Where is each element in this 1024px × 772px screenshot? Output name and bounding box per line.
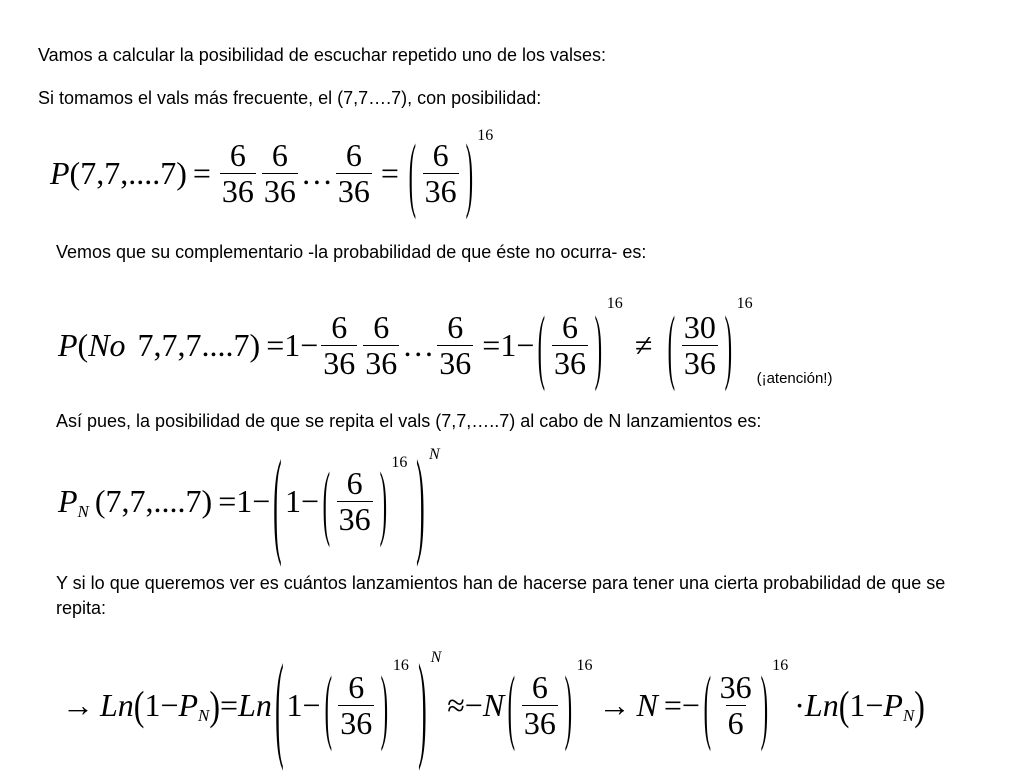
eq4-frac-b: $\frac{6}{36}$ — [523, 668, 556, 741]
eq3-exponent-16: 16 — [391, 454, 408, 471]
eq4-frac-a: $\frac{6}{36}$ — [340, 668, 373, 741]
eq3-outer-right-paren: ) — [416, 434, 425, 568]
eq1-equals: = — [192, 155, 211, 191]
intro-line: Vamos a calcular la posibilidad de escuchar repetido uno de los valses: — [38, 45, 606, 65]
eq2-right-paren-2: ) — [724, 298, 732, 392]
eq3-outer-left-paren: ( — [273, 434, 282, 568]
launches-question: Y si lo que queremos ver es cuántos lanzamientos han de hacerse para tener una cierta probabilidad de que se repita: — [56, 573, 946, 618]
complement-line: Vemos que su complementario -la probabilidad de que éste no ocurra- es: — [56, 242, 647, 262]
eq1-right-paren: ) — [465, 126, 473, 220]
eq3-P: P — [58, 483, 78, 519]
eq2-exponent-b: 16 — [736, 295, 753, 312]
frequent-vals-line: Si tomamos el vals más frecuente, el (7,7….7), con posibilidad: — [38, 88, 542, 108]
eq2-P: P — [58, 327, 78, 363]
eq2-left-paren: ( — [537, 298, 546, 392]
eq1-frac-b: $\frac{6}{36}$ — [263, 136, 296, 209]
eq4-arrow-1: → — [62, 687, 94, 723]
eq3-inner-right-paren: ) — [379, 454, 387, 548]
eq1-frac-c: $\frac{6}{36}$ — [337, 136, 370, 209]
eq1-frac-d: $\frac{6}{36}$ — [424, 136, 457, 209]
eq2-frac-d: $\frac{6}{36}$ — [554, 308, 587, 381]
eq2-exponent-a: 16 — [606, 295, 623, 312]
eq2-frac-c: $\frac{6}{36}$ — [439, 308, 472, 381]
eq1-left-paren: ( — [408, 126, 417, 220]
eq4-outer-right-paren: ) — [417, 638, 427, 772]
equation-3: P N (7,7,....7) = 1 − ( 1 − ( $\frac{6}{36}$ ) 16 ) N — [58, 434, 440, 568]
eq2-frac-b: $\frac{6}{36}$ — [365, 308, 398, 381]
eq2-right-paren: ) — [594, 298, 603, 392]
eq4-approx: ≈ — [447, 687, 465, 723]
eq3-exponent-N: N — [428, 446, 440, 463]
equation-4: → Ln ( 1 − P N ) = Ln ( 1 − ( $\frac{6}{36}$ ) 16 ) N ≈ − N ( $\frac{6}{36}$ ) 16 → N = − ( $\frac{36}{6}$ ) 16 · Ln ( 1 − P N ) — [62, 638, 925, 772]
eq4-frac-c: $\frac{36}{6}$ — [719, 668, 752, 741]
eq2-frac-e: $\frac{30}{36}$ — [683, 308, 716, 381]
eq1-dots: … — [300, 155, 333, 191]
eq1-arg: (7,7,....7) — [69, 155, 187, 191]
attention-note: (¡atención!) — [756, 370, 833, 387]
eq3-arg: (7,7,....7) — [94, 483, 213, 519]
eq2-left-paren-2: ( — [667, 298, 676, 392]
equation-1 — [50, 128, 493, 218]
eq2-arg: 7,7,7....7) — [137, 327, 261, 363]
eq2-no: No — [88, 327, 126, 363]
equation-2: P ( No 7,7,7....7) = 1 − $\frac{6}{36}$ $\frac{6}{36}$ … $\frac{6}{36}$ = 1 − ( $\frac{6}{36}$ ) 16 ≠ ( $\frac{30}{36}$ ) 16 (¡atención!) — [58, 295, 833, 392]
eq1-frac-a: $\frac{6}{36}$ — [221, 136, 254, 209]
eq3-inner-left-paren: ( — [322, 454, 331, 548]
eq1-equals-2: = — [380, 155, 399, 191]
eq4-outer-left-paren: ( — [274, 638, 284, 772]
eq1-exponent: 16 — [477, 127, 494, 144]
eq2-frac-a: $\frac{6}{36}$ — [323, 308, 356, 381]
eq1-P: P — [50, 155, 70, 191]
eq3-subscript: N — [77, 501, 89, 521]
eq3-frac: $\frac{6}{36}$ — [338, 464, 371, 537]
eq4-arrow-2: → — [598, 687, 631, 723]
eq2-not-equal: ≠ — [634, 327, 653, 363]
repeat-probability-line: Así pues, la posibilidad de que se repita el vals (7,7,…..7) al cabo de N lanzamientos es: — [56, 411, 762, 431]
